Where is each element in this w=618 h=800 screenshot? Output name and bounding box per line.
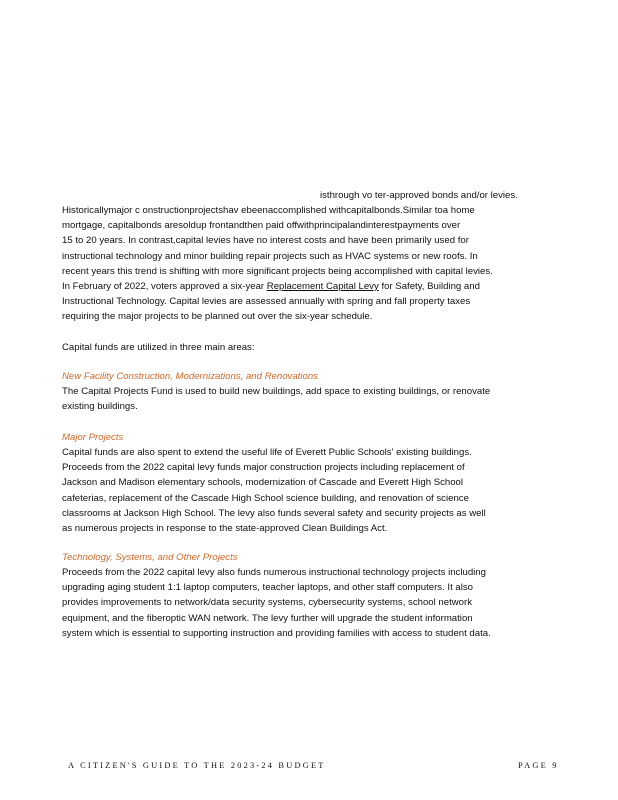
intro-line-text: for Safety, Building and xyxy=(378,281,480,293)
intro-line-text: In February of 2022, voters approved a six-year xyxy=(62,281,267,293)
intro-line xyxy=(62,279,562,294)
footer-page-number: PAGE 9 xyxy=(518,761,559,770)
paragraph-line: Proceeds from the 2022 capital levy funds major construction projects including replacement of xyxy=(62,462,465,474)
paragraph-line: classrooms at Jackson High School. The levy also funds several safety and security projects as well xyxy=(62,507,486,519)
paragraph-line: Proceeds from the 2022 capital levy also funds numerous instructional technology projects including xyxy=(62,567,486,578)
paragraph-line: The Capital Projects Fund is used to build new buildings, add space to existing buildings, or renovate xyxy=(62,386,491,397)
section-paragraph-major-projects xyxy=(62,445,562,536)
paragraph-line: as numerous projects in response to the state-approved Clean Buildings Act. xyxy=(62,523,388,535)
intro-line: 15 to 20 years. In contrast,capital levies have no interest costs and have been primarily used for xyxy=(62,235,469,247)
paragraph-line: cafeterias, replacement of the Cascade High School science building, and renovation of science xyxy=(62,492,469,504)
intro-line: recent years this trend is shifting with more significant projects being accomplished with capital levies. xyxy=(62,265,493,277)
intro-lead-fragment: isthrough vo ter-approved bonds and/or levies. xyxy=(320,190,518,201)
section-heading-new-facility: New Facility Construction, Modernizations, and Renovations xyxy=(62,371,318,382)
paragraph-line: Jackson and Madison elementary schools, modernization of Cascade and Everett High School xyxy=(62,477,464,489)
replacement-capital-levy-link[interactable]: Replacement Capital Levy xyxy=(266,281,379,293)
section-heading-major-projects: Major Projects xyxy=(62,432,124,443)
paragraph-line: existing buildings. xyxy=(62,401,138,413)
intro-line: mortgage, capitalbonds aresoldup frontandthen paid offwithprincipalandinterestpayments over xyxy=(62,220,461,232)
section-paragraph-new-facility xyxy=(62,384,562,414)
intro-paragraph xyxy=(62,203,562,325)
paragraph-line: equipment, and the fiberoptic WAN network. The levy further will upgrade the student information xyxy=(62,612,473,624)
section-heading-technology: Technology, Systems, and Other Projects xyxy=(62,552,238,563)
intro-line: Historicallymajor c onstructionprojectshav ebeenaccomplished withcapitalbonds.Similar toa home xyxy=(62,205,475,216)
intro-line: requiring the major projects to be planned out over the six-year schedule. xyxy=(62,311,373,323)
intro-line: Instructional Technology. Capital levies are assessed annually with spring and fall property taxes xyxy=(62,296,471,308)
paragraph-line: system which is essential to supporting instruction and providing families with access to student data. xyxy=(62,627,491,639)
footer-title: A CITIZEN'S GUIDE TO THE 2023-24 BUDGET xyxy=(68,761,326,770)
paragraph-line: Capital funds are also spent to extend the useful life of Everett Public Schools' existing buildings. xyxy=(62,447,472,458)
paragraph-line: upgrading aging student 1:1 laptop computers, teacher laptops, and other staff computers. It also xyxy=(62,582,474,594)
intro-line: instructional technology and minor building repair projects such as HVAC systems or new roofs. In xyxy=(62,250,478,262)
section-paragraph-technology xyxy=(62,565,562,641)
areas-intro-text: Capital funds are utilized in three main areas: xyxy=(62,342,255,353)
paragraph-line: provides improvements to network/data security systems, cybersecurity systems, school network xyxy=(62,597,473,609)
